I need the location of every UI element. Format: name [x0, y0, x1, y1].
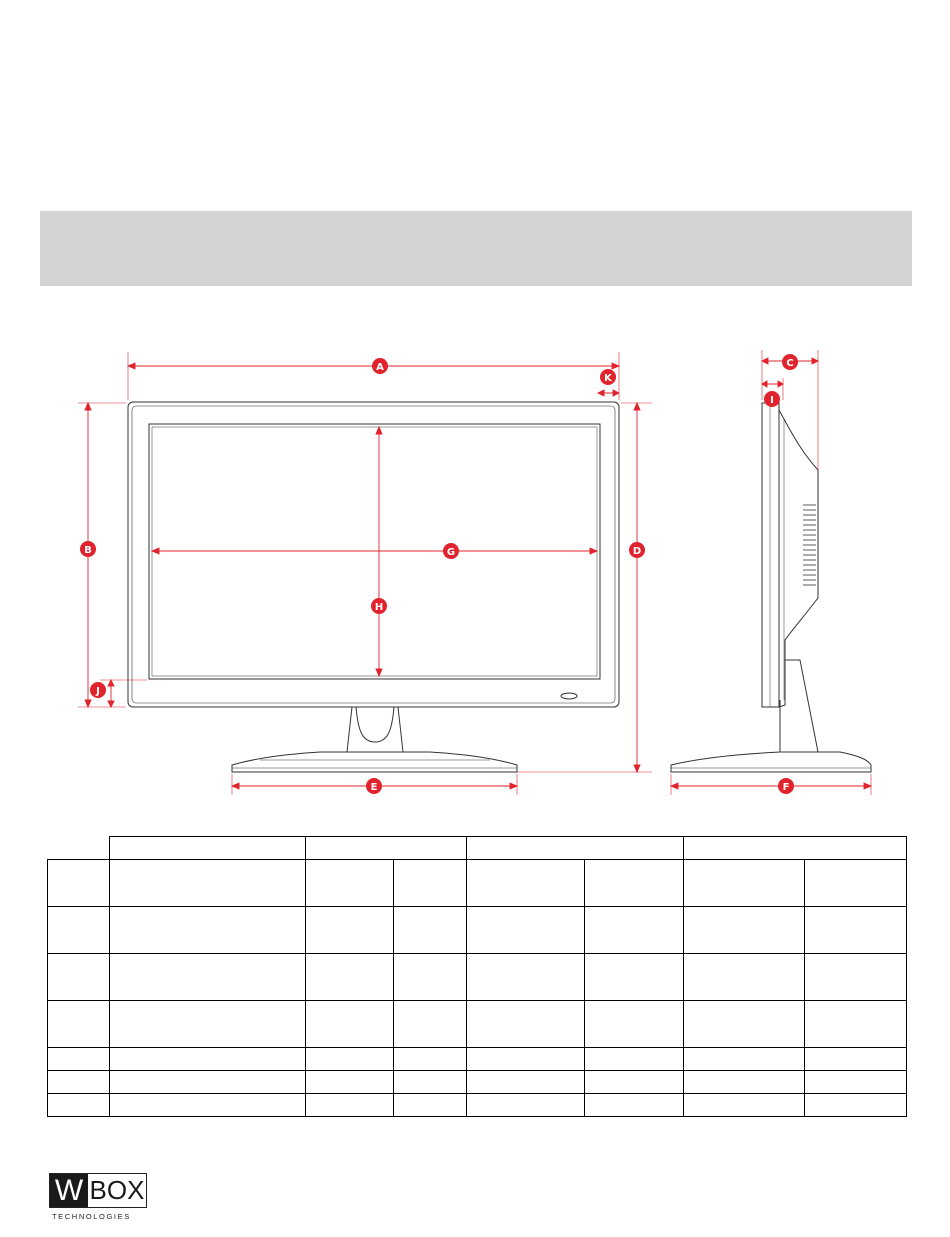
svg-text:B: B [84, 545, 92, 556]
marker-j [90, 682, 106, 698]
front-view [128, 402, 619, 772]
marker-i [764, 391, 780, 407]
logo-box: BOX [89, 1175, 145, 1205]
svg-text:E: E [370, 782, 378, 793]
svg-text:G: G [446, 547, 456, 558]
svg-text:J: J [96, 686, 100, 697]
side-housing [779, 410, 818, 707]
power-button-icon [561, 693, 577, 699]
table-cell [48, 837, 110, 860]
dimension-markers [80, 354, 798, 794]
marker-b [80, 541, 96, 557]
vent-grille [803, 505, 816, 585]
svg-text:C: C [786, 358, 794, 369]
header-band [40, 211, 912, 286]
side-stand-base [671, 752, 871, 772]
svg-text:A: A [376, 362, 384, 373]
marker-c [782, 354, 798, 370]
dimension-lines [78, 350, 871, 795]
table-row [48, 1048, 907, 1071]
stand-neck [347, 707, 403, 752]
marker-e [366, 778, 382, 794]
table-row [48, 1001, 907, 1048]
table-row [48, 1071, 907, 1094]
svg-text:F: F [782, 782, 790, 793]
marker-g [443, 543, 459, 559]
table-cell [684, 837, 907, 860]
logo-tagline: TECHNOLOGIES [52, 1212, 131, 1221]
svg-text:D: D [632, 546, 642, 557]
table-row [48, 860, 907, 907]
marker-f [778, 778, 794, 794]
spec-table [47, 836, 907, 1117]
marker-d [629, 542, 645, 558]
table-row [48, 954, 907, 1001]
svg-text:K: K [604, 373, 612, 384]
side-panel [762, 403, 779, 707]
stand-base [232, 752, 517, 772]
table-header-group-row [48, 837, 907, 860]
wbox-logo [49, 1173, 149, 1223]
table-row [48, 907, 907, 954]
marker-k [600, 369, 616, 385]
svg-text:I: I [770, 395, 774, 406]
marker-a [372, 358, 388, 374]
side-stand-neck [780, 660, 818, 752]
table-cell [467, 837, 684, 860]
monitor-dimension-drawing [0, 330, 950, 810]
logo-w: W [50, 1174, 88, 1207]
marker-h [371, 598, 387, 614]
svg-text:H: H [374, 602, 384, 613]
monitor-screen [149, 424, 600, 679]
table-row [48, 1094, 907, 1117]
monitor-bezel [128, 402, 619, 707]
table-cell [306, 837, 467, 860]
table-cell [110, 837, 306, 860]
side-view [671, 403, 871, 772]
